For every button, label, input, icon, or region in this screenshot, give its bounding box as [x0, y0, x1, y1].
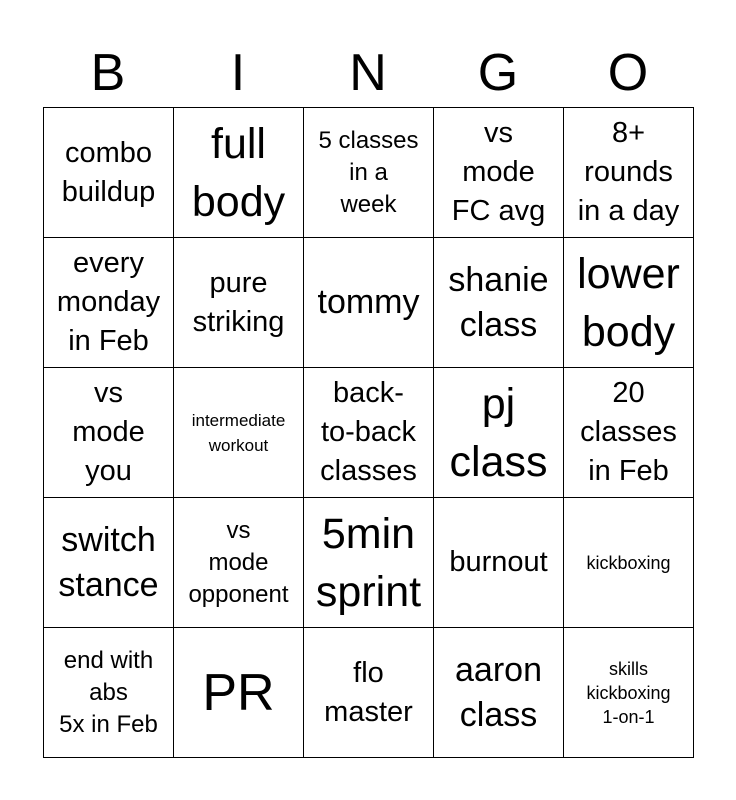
cell-text: vs mode FC avg: [451, 117, 546, 227]
bingo-cell[interactable]: [564, 238, 694, 368]
bingo-cell[interactable]: [44, 368, 174, 498]
header-letter-g: G: [477, 44, 519, 102]
bingo-cell[interactable]: [434, 628, 564, 758]
bingo-cell[interactable]: [564, 498, 694, 628]
cell-text: full body: [191, 119, 286, 226]
cell-text: vs mode you: [72, 377, 145, 487]
header-letter-i: I: [230, 44, 246, 102]
cell-text: switch stance: [58, 520, 159, 604]
bingo-cell[interactable]: [304, 368, 434, 498]
cell-text: 5 classes in a week: [318, 126, 419, 218]
header-letter-n: N: [349, 44, 387, 102]
cell-text: shanie class: [448, 260, 549, 344]
cell-text: PR: [202, 663, 275, 722]
bingo-grid: [43, 107, 694, 758]
bingo-cell[interactable]: [44, 498, 174, 628]
cell-text: burnout: [449, 546, 548, 578]
cell-text: every monday in Feb: [56, 247, 161, 357]
bingo-cell[interactable]: [44, 628, 174, 758]
bingo-cell[interactable]: [304, 238, 434, 368]
bingo-cell[interactable]: [44, 238, 174, 368]
bingo-cell[interactable]: [174, 628, 304, 758]
cell-text: pure striking: [192, 266, 285, 338]
cell-text: pj class: [449, 379, 548, 486]
cell-text: skills kickboxing 1-on-1: [586, 658, 671, 727]
bingo-cell[interactable]: [304, 498, 434, 628]
bingo-cell[interactable]: [564, 368, 694, 498]
cell-text: vs mode opponent: [188, 516, 289, 608]
cell-text: 5min sprint: [315, 509, 422, 616]
bingo-cell[interactable]: [564, 628, 694, 758]
cell-text: combo buildup: [61, 136, 156, 208]
cell-text: back- to-back classes: [320, 377, 417, 487]
cell-text: end with abs 5x in Feb: [59, 646, 158, 738]
cell-text: tommy: [317, 283, 420, 321]
cell-text: lower body: [577, 249, 680, 356]
cell-text: kickboxing: [586, 552, 671, 573]
cell-text: intermediate workout: [191, 410, 286, 455]
bingo-cell[interactable]: [304, 108, 434, 238]
cell-text: aaron class: [455, 650, 542, 734]
bingo-cell[interactable]: [434, 368, 564, 498]
header-letter-b: B: [90, 44, 126, 102]
bingo-cell[interactable]: [564, 108, 694, 238]
bingo-cell[interactable]: [434, 238, 564, 368]
bingo-cell[interactable]: [174, 368, 304, 498]
bingo-cell[interactable]: [304, 628, 434, 758]
bingo-cell[interactable]: [174, 498, 304, 628]
cell-text: 8+ rounds in a day: [577, 117, 680, 227]
bingo-header: [43, 40, 693, 106]
cell-text: flo master: [324, 656, 413, 728]
bingo-cell[interactable]: [174, 238, 304, 368]
bingo-cell[interactable]: [434, 108, 564, 238]
cell-text: 20 classes in Feb: [580, 377, 677, 487]
bingo-cell[interactable]: [434, 498, 564, 628]
bingo-cell[interactable]: [174, 108, 304, 238]
header-letter-o: O: [607, 44, 649, 102]
bingo-cell[interactable]: [44, 108, 174, 238]
